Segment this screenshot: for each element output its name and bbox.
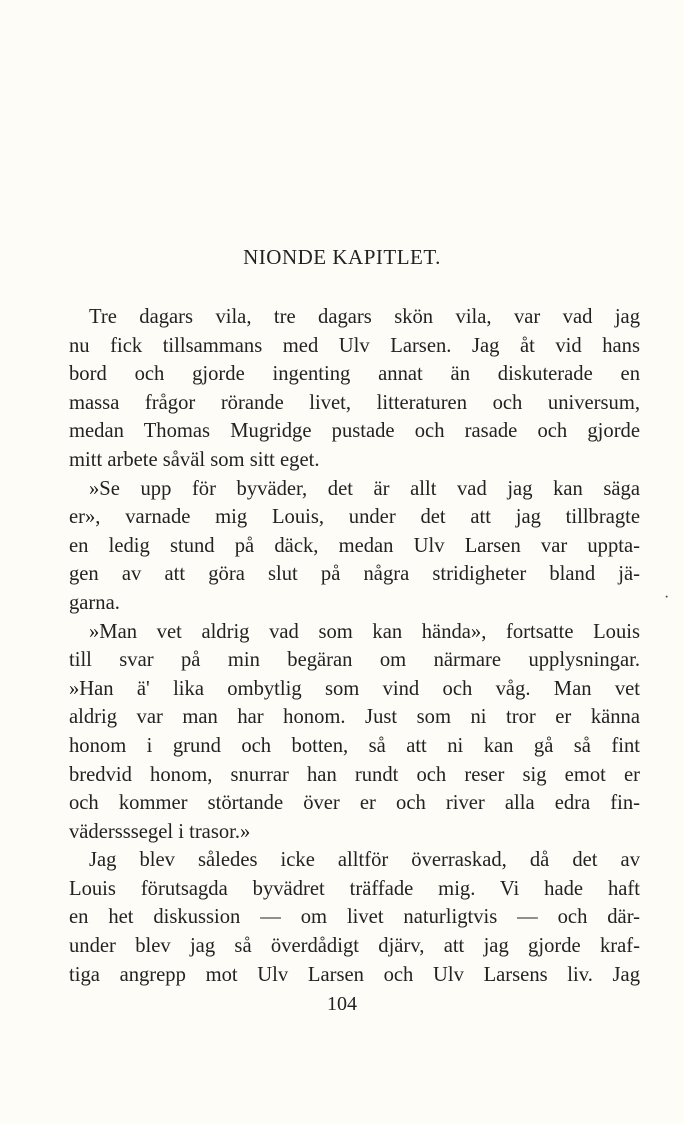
text-line: vädersssegel i trasor.» — [69, 820, 251, 843]
text-line: nu fick tillsammans med Ulv Larsen. Jag åt vid hans — [69, 334, 640, 357]
text-line: till svar på min begäran om närmare upplysningar. — [69, 649, 640, 672]
margin-mark: · — [664, 589, 670, 606]
text-line: under blev jag så överdådigt djärv, att jag gjorde kraf- — [69, 935, 640, 958]
chapter-body-text — [69, 303, 640, 989]
text-line: aldrig var man har honom. Just som ni tror er känna — [69, 706, 640, 729]
text-line: mitt arbete såväl som sitt eget. — [69, 448, 320, 471]
text-line: bredvid honom, snurrar han rundt och reser sig emot er — [69, 763, 640, 786]
text-line: Tre dagars vila, tre dagars skön vila, var vad jag — [89, 306, 640, 328]
text-line: »Han ä' lika ombytlig som vind och våg. Man vet — [69, 677, 640, 700]
text-line: och kommer störtande över er och river alla edra fin- — [69, 792, 640, 815]
text-line: bord och gjorde ingenting annat än diskuterade en — [69, 363, 640, 386]
text-line: massa frågor rörande livet, litteraturen och universum, — [69, 391, 640, 414]
text-line: Louis förutsagda byvädret träffade mig. Vi hade haft — [69, 877, 640, 900]
text-line: Jag blev således icke alltför överraskad, då det av — [89, 849, 640, 872]
text-line: garna. — [69, 591, 120, 614]
text-line: en ledig stund på däck, medan Ulv Larsen var uppta- — [69, 534, 640, 557]
text-line: gen av att göra slut på några stridigheter bland jä- — [69, 563, 640, 586]
text-line: er», varnade mig Louis, under det att jag tillbragte — [69, 506, 640, 529]
text-line: medan Thomas Mugridge pustade och rasade och gjorde — [69, 420, 640, 443]
text-line: tiga angrepp mot Ulv Larsen och Ulv Larsens liv. Jag — [69, 963, 640, 986]
text-line: honom i grund och botten, så att ni kan gå så fint — [69, 734, 640, 757]
chapter-title: NIONDE KAPITLET. — [243, 245, 441, 269]
page-number: 104 — [327, 993, 357, 1015]
text-line: »Se upp för byväder, det är allt vad jag kan säga — [89, 477, 640, 500]
text-line: en het diskussion — om livet naturligtvis — och där- — [69, 906, 640, 929]
text-line: »Man vet aldrig vad som kan hända», fortsatte Louis — [89, 620, 640, 643]
